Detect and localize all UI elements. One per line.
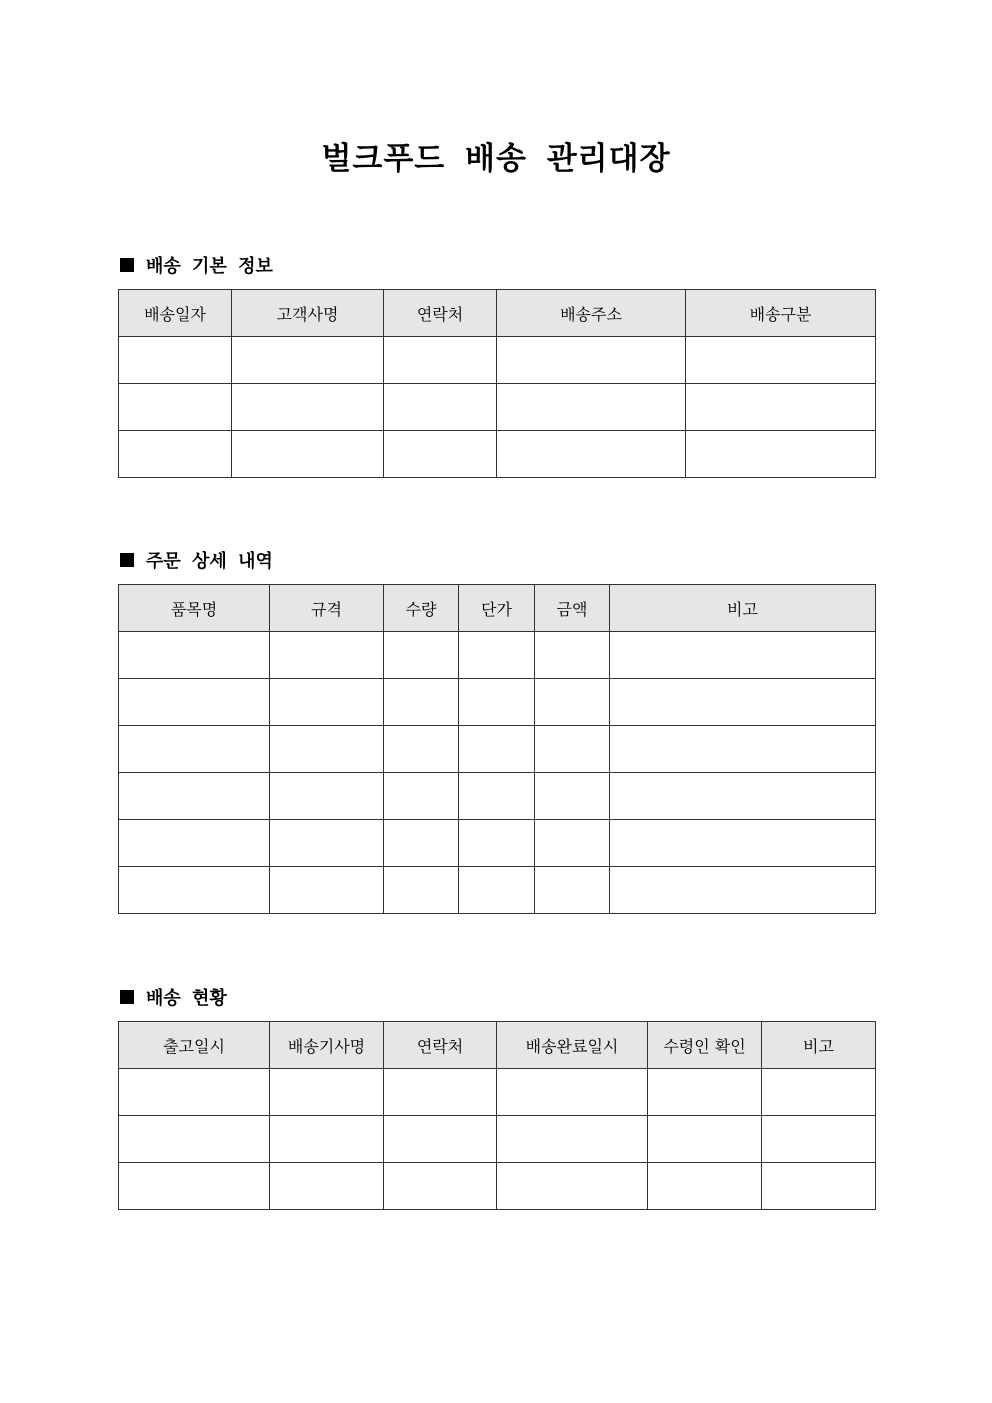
- table-header-row: [119, 1022, 876, 1069]
- column-header: 배송주소: [497, 290, 686, 337]
- empty-cell[interactable]: [686, 431, 876, 478]
- empty-cell[interactable]: [648, 1163, 762, 1210]
- empty-cell[interactable]: [384, 726, 459, 773]
- column-header: 연락처: [384, 290, 497, 337]
- empty-cell[interactable]: [535, 820, 610, 867]
- table-row: [119, 632, 876, 679]
- empty-cell[interactable]: [762, 1116, 876, 1163]
- empty-cell[interactable]: [384, 1163, 497, 1210]
- empty-cell[interactable]: [119, 773, 270, 820]
- empty-cell[interactable]: [232, 384, 384, 431]
- square-bullet-icon: [120, 990, 134, 1004]
- column-header: 연락처: [384, 1022, 497, 1069]
- table-row: [119, 384, 876, 431]
- column-header: 품목명: [119, 585, 270, 632]
- empty-cell[interactable]: [270, 867, 384, 914]
- empty-cell[interactable]: [119, 726, 270, 773]
- section-heading-order-details: [120, 547, 273, 573]
- empty-cell[interactable]: [610, 679, 876, 726]
- empty-cell[interactable]: [686, 384, 876, 431]
- empty-cell[interactable]: [119, 679, 270, 726]
- column-header: 규격: [270, 585, 384, 632]
- column-header: 배송구분: [686, 290, 876, 337]
- column-header: 출고일시: [119, 1022, 270, 1069]
- delivery-status-table: [118, 1021, 876, 1210]
- empty-cell[interactable]: [459, 773, 535, 820]
- order-details-table: [118, 584, 876, 914]
- table-row: [119, 773, 876, 820]
- column-header: 비고: [762, 1022, 876, 1069]
- column-header: 수량: [384, 585, 459, 632]
- square-bullet-icon: [120, 553, 134, 567]
- empty-cell[interactable]: [384, 773, 459, 820]
- empty-cell[interactable]: [535, 679, 610, 726]
- empty-cell[interactable]: [648, 1069, 762, 1116]
- empty-cell[interactable]: [270, 1069, 384, 1116]
- empty-cell[interactable]: [232, 431, 384, 478]
- table-row: [119, 1163, 876, 1210]
- empty-cell[interactable]: [497, 431, 686, 478]
- empty-cell[interactable]: [270, 1163, 384, 1210]
- empty-cell[interactable]: [384, 820, 459, 867]
- empty-cell[interactable]: [762, 1069, 876, 1116]
- empty-cell[interactable]: [535, 726, 610, 773]
- empty-cell[interactable]: [497, 337, 686, 384]
- empty-cell[interactable]: [119, 1069, 270, 1116]
- empty-cell[interactable]: [535, 867, 610, 914]
- empty-cell[interactable]: [610, 632, 876, 679]
- empty-cell[interactable]: [459, 679, 535, 726]
- column-header: 배송완료일시: [497, 1022, 648, 1069]
- square-bullet-icon: [120, 258, 134, 272]
- empty-cell[interactable]: [497, 1163, 648, 1210]
- empty-cell[interactable]: [119, 384, 232, 431]
- empty-cell[interactable]: [270, 726, 384, 773]
- empty-cell[interactable]: [270, 679, 384, 726]
- table-header-row: [119, 585, 876, 632]
- empty-cell[interactable]: [497, 1069, 648, 1116]
- empty-cell[interactable]: [610, 726, 876, 773]
- empty-cell[interactable]: [270, 820, 384, 867]
- column-header: 배송기사명: [270, 1022, 384, 1069]
- column-header: 배송일자: [119, 290, 232, 337]
- table-row: [119, 726, 876, 773]
- table-row: [119, 1116, 876, 1163]
- empty-cell[interactable]: [384, 1069, 497, 1116]
- empty-cell[interactable]: [535, 632, 610, 679]
- empty-cell[interactable]: [384, 384, 497, 431]
- empty-cell[interactable]: [610, 773, 876, 820]
- empty-cell[interactable]: [119, 820, 270, 867]
- basic-info-table: [118, 289, 876, 478]
- empty-cell[interactable]: [497, 384, 686, 431]
- column-header: 비고: [610, 585, 876, 632]
- empty-cell[interactable]: [610, 867, 876, 914]
- section-heading-basic-info: [120, 252, 273, 278]
- table-row: [119, 679, 876, 726]
- column-header: 금액: [535, 585, 610, 632]
- empty-cell[interactable]: [232, 337, 384, 384]
- table-row: [119, 337, 876, 384]
- table-row: [119, 820, 876, 867]
- empty-cell[interactable]: [459, 632, 535, 679]
- table-header-row: [119, 290, 876, 337]
- empty-cell[interactable]: [119, 632, 270, 679]
- empty-cell[interactable]: [270, 1116, 384, 1163]
- empty-cell[interactable]: [119, 337, 232, 384]
- empty-cell[interactable]: [384, 679, 459, 726]
- empty-cell[interactable]: [648, 1116, 762, 1163]
- empty-cell[interactable]: [497, 1116, 648, 1163]
- empty-cell[interactable]: [535, 773, 610, 820]
- section-heading-label: 배송 현황: [146, 988, 227, 1009]
- empty-cell[interactable]: [384, 1116, 497, 1163]
- table-row: [119, 431, 876, 478]
- document-title: 벌크푸드 배송 관리대장: [321, 141, 671, 177]
- empty-cell[interactable]: [270, 632, 384, 679]
- empty-cell[interactable]: [384, 431, 497, 478]
- section-heading-label: 주문 상세 내역: [146, 551, 273, 572]
- empty-cell[interactable]: [384, 867, 459, 914]
- empty-cell[interactable]: [762, 1163, 876, 1210]
- empty-cell[interactable]: [384, 632, 459, 679]
- table-row: [119, 867, 876, 914]
- empty-cell[interactable]: [119, 1116, 270, 1163]
- section-heading-label: 배송 기본 정보: [146, 256, 273, 277]
- empty-cell[interactable]: [459, 726, 535, 773]
- empty-cell[interactable]: [119, 1163, 270, 1210]
- table-row: [119, 1069, 876, 1116]
- section-heading-delivery-status: [120, 984, 227, 1010]
- column-header: 수령인 확인: [648, 1022, 762, 1069]
- empty-cell[interactable]: [270, 773, 384, 820]
- empty-cell[interactable]: [459, 820, 535, 867]
- empty-cell[interactable]: [610, 820, 876, 867]
- empty-cell[interactable]: [686, 337, 876, 384]
- empty-cell[interactable]: [119, 867, 270, 914]
- empty-cell[interactable]: [459, 867, 535, 914]
- empty-cell[interactable]: [384, 337, 497, 384]
- column-header: 고객사명: [232, 290, 384, 337]
- empty-cell[interactable]: [119, 431, 232, 478]
- column-header: 단가: [459, 585, 535, 632]
